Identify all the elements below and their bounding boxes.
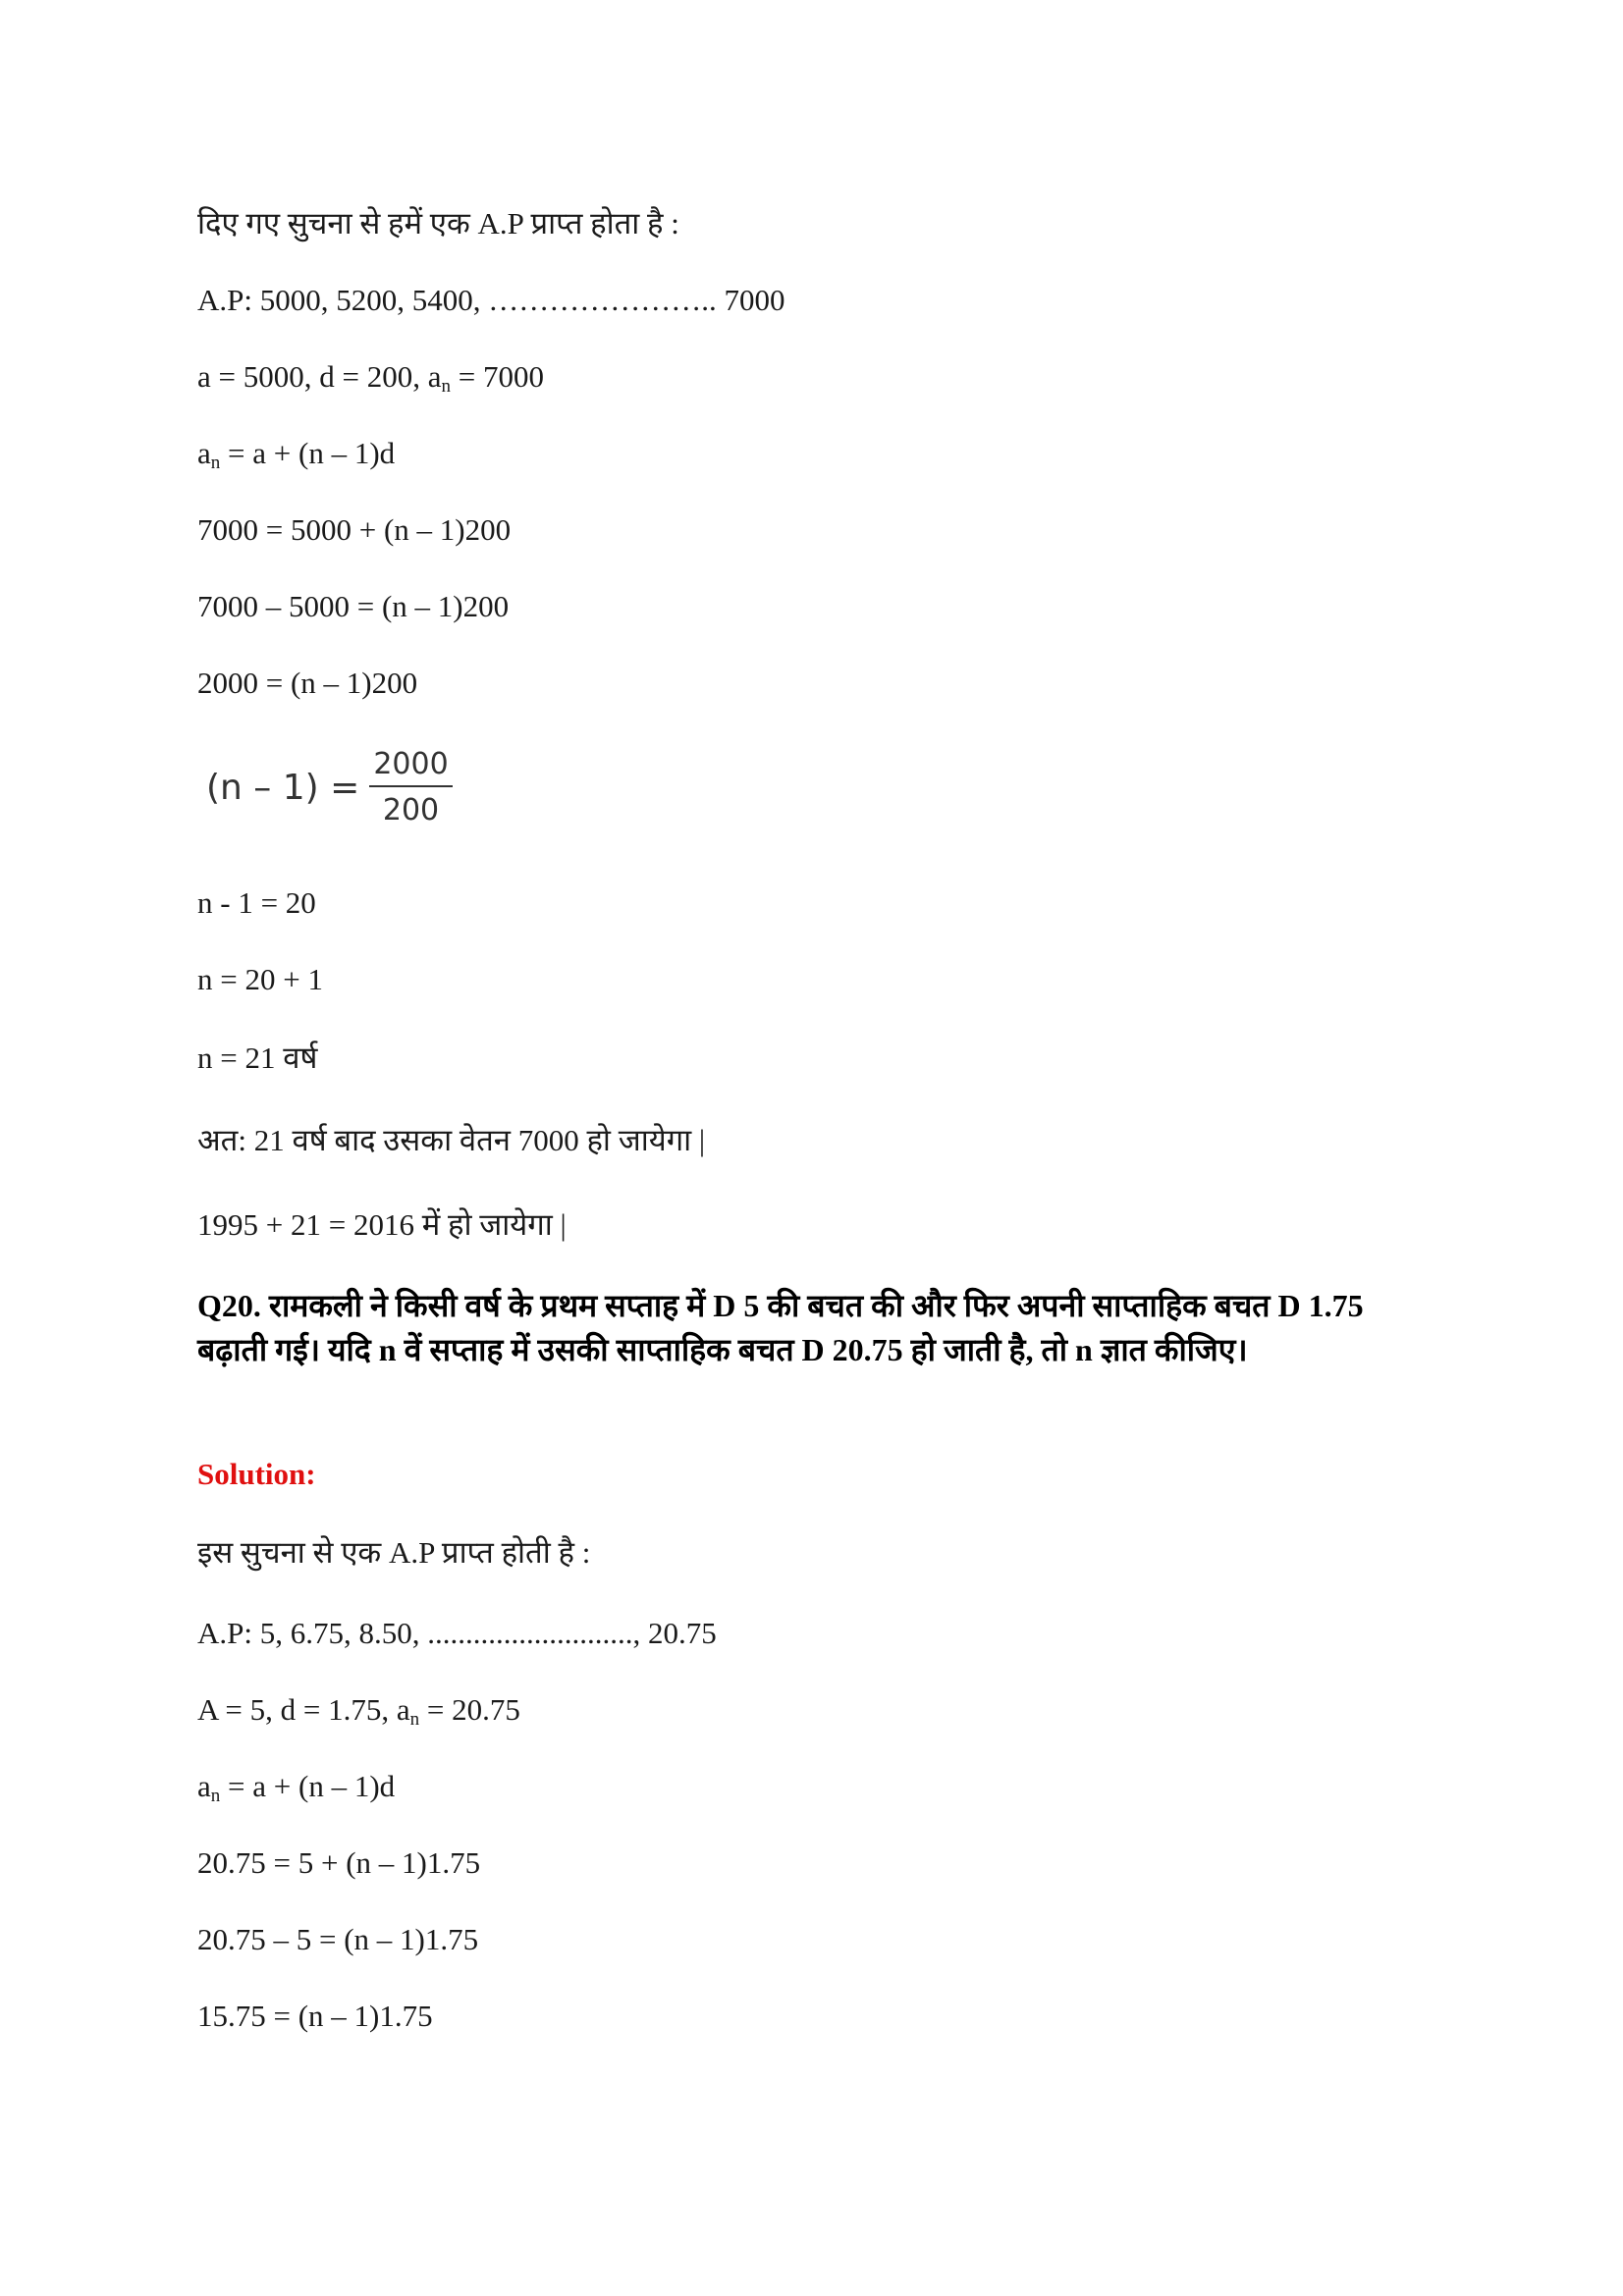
question-q20: Q20. रामकली ने किसी वर्ष के प्रथम सप्ताह में D 5 की बचत की और फिर अपनी साप्ताहिक बचत D 1.75 बढ़ाती गई। यदि n वें सप्ताह में उसकी साप्ताहिक बचत D 20.75 हो जाती है, तो n ज्ञात कीजिए। (197, 1288, 1364, 1367)
intro-line: दिए गए सुचना से हमें एक A.P प्राप्त होता है : (197, 206, 679, 240)
ap-sequence: A.P: 5, 6.75, 8.50, ..........................., 20.75 (197, 1616, 717, 1650)
conclusion-line: 1995 + 21 = 2016 में हो जायेगा | (197, 1207, 567, 1242)
equation-line: 7000 = 5000 + (n – 1)200 (197, 512, 512, 547)
equation-line: 7000 – 5000 = (n – 1)200 (197, 589, 510, 623)
intro-line: इस सुचना से एक A.P प्राप्त होती है : (197, 1535, 591, 1570)
fraction-numerator: 2000 (369, 747, 452, 787)
fraction-lhs: (n – 1) = (206, 767, 360, 808)
equation-line: n = 21 वर्ष (197, 1041, 318, 1075)
ap-sequence: A.P: 5000, 5200, 5400, ………………….. 7000 (197, 283, 785, 317)
equation-line: 15.75 = (n – 1)1.75 (197, 1999, 433, 2033)
formula-line: $a_n = a + (n - 1)d$ (197, 436, 396, 473)
fraction-denominator: 200 (382, 793, 440, 828)
equation-line: 2000 = (n – 1)200 (197, 666, 418, 700)
equation-line: 20.75 = 5 + (n – 1)1.75 (197, 1845, 481, 1880)
conclusion-line: अत: 21 वर्ष बाद उसका वेतन 7000 हो जायेगा | (197, 1123, 706, 1157)
fraction (369, 747, 452, 828)
solution-label: Solution: (197, 1457, 316, 1491)
equation-line: n = 20 + 1 (197, 962, 323, 996)
ap-values: a = 5000, d = 200, $a_n = 7000$ (197, 359, 544, 397)
equation-line: 20.75 – 5 = (n – 1)1.75 (197, 1922, 479, 1956)
equation-line: n - 1 = 20 (197, 885, 316, 920)
ap-values: A = 5, d = 1.75, $a_n = 20.75$ (197, 1692, 520, 1730)
fraction-equation (206, 738, 453, 836)
formula-line: $a_n = a + (n - 1)d$ (197, 1769, 396, 1806)
